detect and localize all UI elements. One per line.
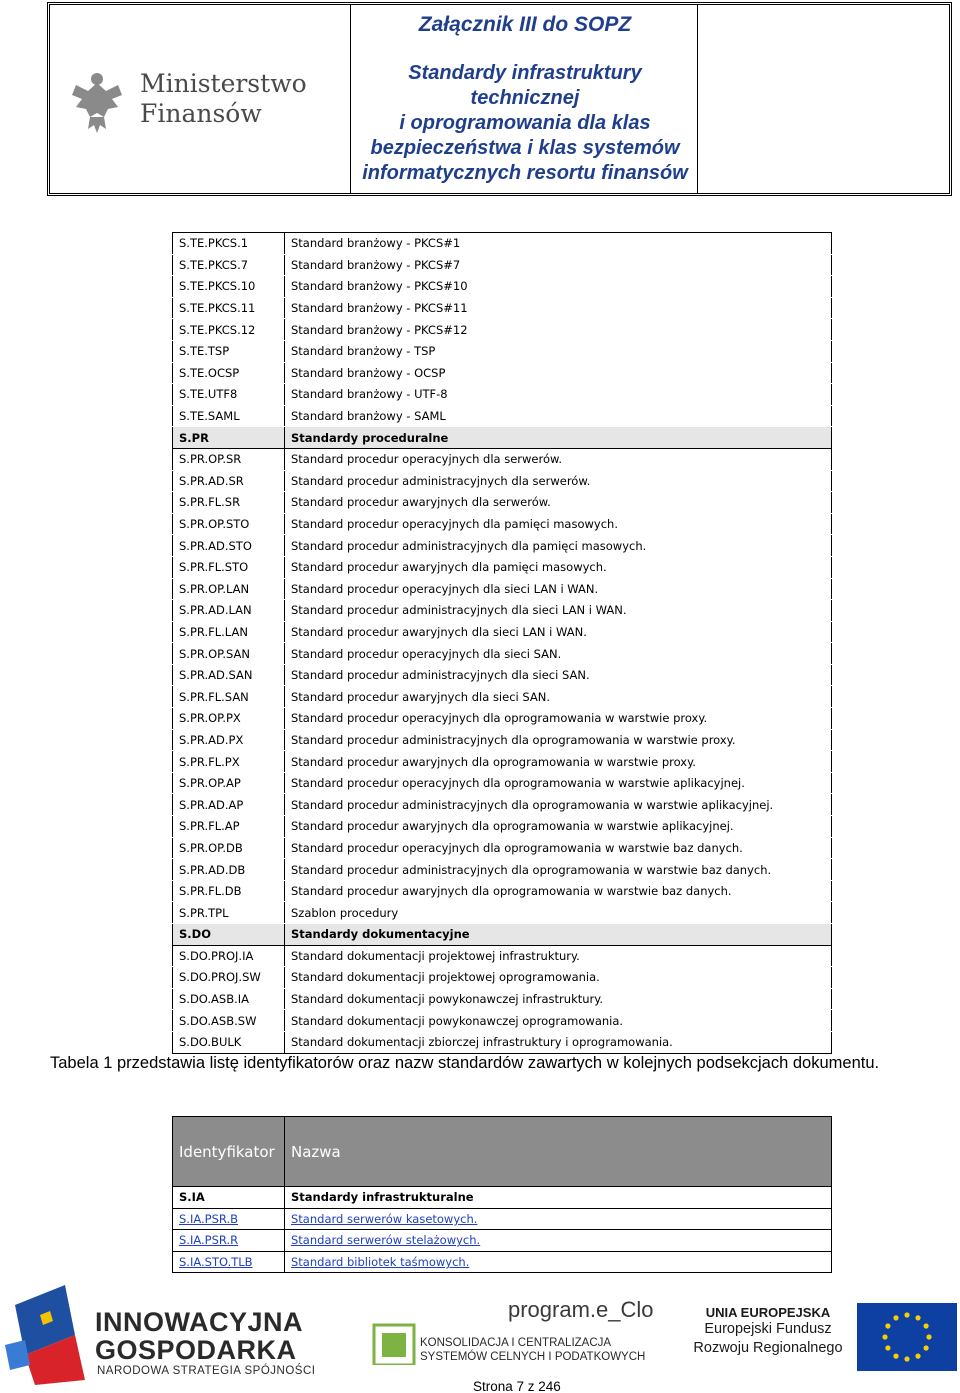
identifier-cell: S.TE.PKCS.11: [173, 297, 285, 319]
eu-star-icon: [882, 1334, 887, 1339]
table-row: [173, 794, 832, 816]
identifier-cell: S.PR.OP.PX: [173, 708, 285, 730]
page-footer: [0, 1285, 960, 1393]
table-row: [173, 362, 832, 384]
table-row: [173, 254, 832, 276]
name-cell: Standard procedur administracyjnych dla sieci SAN.: [285, 664, 832, 686]
table-row: [173, 384, 832, 406]
table-row: [173, 405, 832, 427]
table-row: [173, 880, 832, 902]
identifier-cell: [173, 1251, 285, 1273]
table-caption: Tabela 1 przedstawia listę identyfikatorów oraz nazw standardów zawartych w kolejnych podsekcjach dokumentu.: [50, 1054, 880, 1072]
identifier-cell: S.DO.BULK: [173, 1031, 285, 1053]
identifier-cell: S.TE.SAML: [173, 405, 285, 427]
eu-star-icon: [904, 1312, 909, 1317]
program-subtitle: KONSOLIDACJA I CENTRALIZACJA: [420, 1337, 612, 1349]
annex-title: Załącznik III do SOPZ: [418, 13, 632, 36]
name-cell: Standard branżowy - UTF-8: [285, 384, 832, 406]
name-cell: Standard procedur administracyjnych dla sieci LAN i WAN.: [285, 600, 832, 622]
eu-fund-text: [688, 1305, 848, 1358]
ministry-name: [140, 69, 307, 129]
eu-star-icon: [924, 1345, 929, 1350]
table-row: [173, 340, 832, 362]
eu-star-icon: [915, 1354, 920, 1359]
identifier-cell: S.PR.TPL: [173, 902, 285, 924]
name-cell: Standard branżowy - SAML: [285, 405, 832, 427]
identifier-link[interactable]: S.IA.PSR.R: [179, 1233, 239, 1248]
program-name: program.e_Clo: [508, 1297, 654, 1322]
table-row: [173, 945, 832, 967]
table-row: [173, 319, 832, 341]
table-row: [173, 751, 832, 773]
table-row: [173, 1208, 832, 1230]
identifier-cell: S.TE.PKCS.10: [173, 276, 285, 298]
eu-star-icon: [924, 1323, 929, 1328]
table-row: [173, 297, 832, 319]
document-title-line: informatycznych resortu finansów: [362, 162, 688, 184]
section-row: [173, 427, 832, 449]
name-cell: Standard dokumentacji zbiorczej infrastruktury i oprogramowania.: [285, 1031, 832, 1053]
name-link[interactable]: Standard serwerów kasetowych.: [291, 1211, 478, 1226]
name-cell: [285, 1251, 832, 1273]
table-row: [173, 967, 832, 989]
eu-star-icon: [904, 1356, 909, 1361]
column-header-identifier: Identyfikator: [173, 1117, 285, 1187]
table-row: [173, 470, 832, 492]
name-cell: Szablon procedury: [285, 902, 832, 924]
identifier-cell: S.DO.ASB.IA: [173, 988, 285, 1010]
name-cell: Standard branżowy - PKCS#12: [285, 319, 832, 341]
identifier-cell: S.PR.FL.DB: [173, 880, 285, 902]
identifier-cell: S.DO.PROJ.SW: [173, 967, 285, 989]
innovative-economy-emblem-icon: [5, 1285, 95, 1385]
name-cell: Standard dokumentacji projektowej oprogramowania.: [285, 967, 832, 989]
name-cell: Standard procedur administracyjnych dla oprogramowania w warstwie aplikacyjnej.: [285, 794, 832, 816]
table-row: [173, 859, 832, 881]
identifier-cell: S.PR.AD.PX: [173, 729, 285, 751]
identifier-cell: S.PR.OP.SR: [173, 448, 285, 470]
table-row: [173, 816, 832, 838]
table-row: [173, 1010, 832, 1032]
ministry-name-line: Finansów: [140, 99, 262, 128]
name-cell: Standard procedur operacyjnych dla sieci LAN i WAN.: [285, 578, 832, 600]
name-cell: Standard procedur administracyjnych dla oprogramowania w warstwie proxy.: [285, 729, 832, 751]
identifier-cell: S.DO.PROJ.IA: [173, 945, 285, 967]
table-row: [173, 837, 832, 859]
name-cell: Standardy proceduralne: [285, 427, 832, 449]
name-cell: [285, 1208, 832, 1230]
table-row: [173, 578, 832, 600]
identifier-cell: S.PR.AD.DB: [173, 859, 285, 881]
identifier-cell: S.TE.UTF8: [173, 384, 285, 406]
name-cell: Standard procedur administracyjnych dla oprogramowania w warstwie baz danych.: [285, 859, 832, 881]
table-row: [173, 1251, 832, 1273]
table-row: [173, 492, 832, 514]
name-cell: Standard branżowy - TSP: [285, 340, 832, 362]
name-cell: Standard procedur awaryjnych dla pamięci masowych.: [285, 556, 832, 578]
identifier-cell: S.PR: [173, 427, 285, 449]
identifier-cell: S.PR.OP.DB: [173, 837, 285, 859]
table-row: [173, 276, 832, 298]
eu-star-icon: [915, 1315, 920, 1320]
identifier-cell: S.IA: [173, 1187, 285, 1209]
identifier-cell: S.PR.OP.LAN: [173, 578, 285, 600]
name-cell: Standard procedur operacyjnych dla oprogramowania w warstwie aplikacyjnej.: [285, 772, 832, 794]
table-row: [173, 729, 832, 751]
eu-star-icon: [885, 1345, 890, 1350]
innovative-economy-line: GOSPODARKA: [95, 1335, 297, 1365]
name-cell: Standard procedur operacyjnych dla oprogramowania w warstwie proxy.: [285, 708, 832, 730]
name-cell: Standard procedur awaryjnych dla oprogramowania w warstwie aplikacyjnej.: [285, 816, 832, 838]
eagle-emblem-icon: [68, 69, 126, 135]
name-cell: Standard procedur awaryjnych dla oprogramowania w warstwie proxy.: [285, 751, 832, 773]
eu-name: UNIA EUROPEJSKA: [705, 1305, 831, 1320]
ministry-name-line: Ministerstwo: [140, 69, 307, 98]
table-row: [173, 1230, 832, 1252]
name-cell: [285, 1230, 832, 1252]
name-cell: Standard branżowy - PKCS#1: [285, 233, 832, 255]
name-cell: Standard procedur awaryjnych dla sieci SAN.: [285, 686, 832, 708]
header-divider: [350, 5, 351, 193]
identifier-cell: S.TE.PKCS.1: [173, 233, 285, 255]
section-row: [173, 924, 832, 946]
name-cell: Standard procedur administracyjnych dla pamięci masowych.: [285, 535, 832, 557]
section-row: [173, 1187, 832, 1209]
identifier-cell: S.DO: [173, 924, 285, 946]
table-row: [173, 902, 832, 924]
name-cell: Standard procedur awaryjnych dla oprogramowania w warstwie baz danych.: [285, 880, 832, 902]
innovative-economy-line: INNOWACYJNA: [95, 1307, 304, 1337]
program-eclo-logo: [368, 1285, 658, 1365]
table-row: [173, 664, 832, 686]
identifier-cell: S.PR.FL.SR: [173, 492, 285, 514]
identifier-table: [172, 1116, 832, 1273]
identifier-cell: S.PR.AD.SR: [173, 470, 285, 492]
identifier-cell: S.PR.FL.LAN: [173, 621, 285, 643]
identifier-cell: S.PR.OP.AP: [173, 772, 285, 794]
identifier-cell: S.PR.FL.SAN: [173, 686, 285, 708]
table-row: [173, 708, 832, 730]
name-cell: Standard procedur awaryjnych dla sieci LAN i WAN.: [285, 621, 832, 643]
name-cell: Standard procedur administracyjnych dla serwerów.: [285, 470, 832, 492]
standards-list-table: [172, 232, 832, 1054]
ministry-logo: [68, 63, 307, 143]
name-link[interactable]: Standard serwerów stelażowych.: [291, 1233, 481, 1248]
program-eclo-emblem-icon: [368, 1285, 428, 1365]
innovative-economy-logo: [5, 1285, 335, 1385]
eu-star-icon: [885, 1323, 890, 1328]
identifier-cell: S.PR.AD.SAN: [173, 664, 285, 686]
identifier-cell: S.PR.AD.LAN: [173, 600, 285, 622]
name-cell: Standardy dokumentacyjne: [285, 924, 832, 946]
identifier-table-body: [173, 1187, 832, 1273]
table-row: [173, 600, 832, 622]
name-cell: Standard procedur operacyjnych dla pamięci masowych.: [285, 513, 832, 535]
identifier-cell: S.PR.AD.STO: [173, 535, 285, 557]
page-number: Strona 7 z 246: [473, 1379, 561, 1393]
name-link[interactable]: Standard bibliotek taśmowych.: [291, 1255, 470, 1270]
name-cell: Standard procedur operacyjnych dla oprogramowania w warstwie baz danych.: [285, 837, 832, 859]
table-row: [173, 556, 832, 578]
eu-star-icon: [893, 1354, 898, 1359]
name-cell: Standard procedur operacyjnych dla sieci SAN.: [285, 643, 832, 665]
header-divider: [697, 5, 698, 193]
document-title: [355, 61, 695, 186]
identifier-cell: S.PR.FL.PX: [173, 751, 285, 773]
name-cell: Standard procedur awaryjnych dla serwerów.: [285, 492, 832, 514]
identifier-cell: S.PR.FL.STO: [173, 556, 285, 578]
identifier-cell: S.PR.AD.AP: [173, 794, 285, 816]
eu-fund-name: Rozwoju Regionalnego: [693, 1340, 843, 1356]
table-row: [173, 233, 832, 255]
identifier-link[interactable]: S.IA.PSR.B: [179, 1211, 239, 1226]
identifier-cell: S.TE.OCSP: [173, 362, 285, 384]
standards-list-body: [173, 233, 832, 1054]
identifier-cell: [173, 1230, 285, 1252]
eu-star-icon: [926, 1334, 931, 1339]
name-cell: Standard branżowy - PKCS#7: [285, 254, 832, 276]
program-subtitle: SYSTEMÓW CELNYCH I PODATKOWYCH: [420, 1351, 646, 1363]
name-cell: Standard dokumentacji projektowej infrastruktury.: [285, 945, 832, 967]
document-title-line: Standardy infrastruktury technicznej: [408, 62, 642, 109]
name-cell: Standard dokumentacji powykonawczej oprogramowania.: [285, 1010, 832, 1032]
innovative-economy-subtitle: NARODOWA STRATEGIA SPÓJNOŚCI: [97, 1365, 316, 1377]
identifier-cell: S.TE.PKCS.7: [173, 254, 285, 276]
table-row: [173, 988, 832, 1010]
name-cell: Standard procedur operacyjnych dla serwerów.: [285, 448, 832, 470]
identifier-cell: S.DO.ASB.SW: [173, 1010, 285, 1032]
table-row: [173, 686, 832, 708]
table-row: [173, 513, 832, 535]
document-title-line: bezpieczeństwa i klas systemów: [370, 137, 680, 159]
identifier-cell: S.TE.TSP: [173, 340, 285, 362]
name-cell: Standard dokumentacji powykonawczej infrastruktury.: [285, 988, 832, 1010]
identifier-cell: S.PR.FL.AP: [173, 816, 285, 838]
table-row: [173, 535, 832, 557]
name-cell: Standard branżowy - OCSP: [285, 362, 832, 384]
table-row: [173, 448, 832, 470]
identifier-cell: [173, 1208, 285, 1230]
document-header: [47, 2, 952, 196]
eu-fund-name: Europejski Fundusz: [704, 1321, 832, 1337]
name-cell: Standard branżowy - PKCS#11: [285, 297, 832, 319]
name-cell: Standard branżowy - PKCS#10: [285, 276, 832, 298]
table-header-row: [173, 1117, 832, 1187]
identifier-cell: S.TE.PKCS.12: [173, 319, 285, 341]
table-row: [173, 621, 832, 643]
identifier-cell: S.PR.OP.SAN: [173, 643, 285, 665]
name-cell: Standardy infrastrukturalne: [285, 1187, 832, 1209]
identifier-cell: S.PR.OP.STO: [173, 513, 285, 535]
document-title-line: i oprogramowania dla klas: [399, 112, 651, 134]
table-row: [173, 772, 832, 794]
column-header-name: Nazwa: [285, 1117, 832, 1187]
identifier-link[interactable]: S.IA.STO.TLB: [179, 1255, 253, 1270]
table-row: [173, 1031, 832, 1053]
eu-flag-icon: [857, 1303, 957, 1371]
eu-star-icon: [893, 1315, 898, 1320]
table-row: [173, 643, 832, 665]
